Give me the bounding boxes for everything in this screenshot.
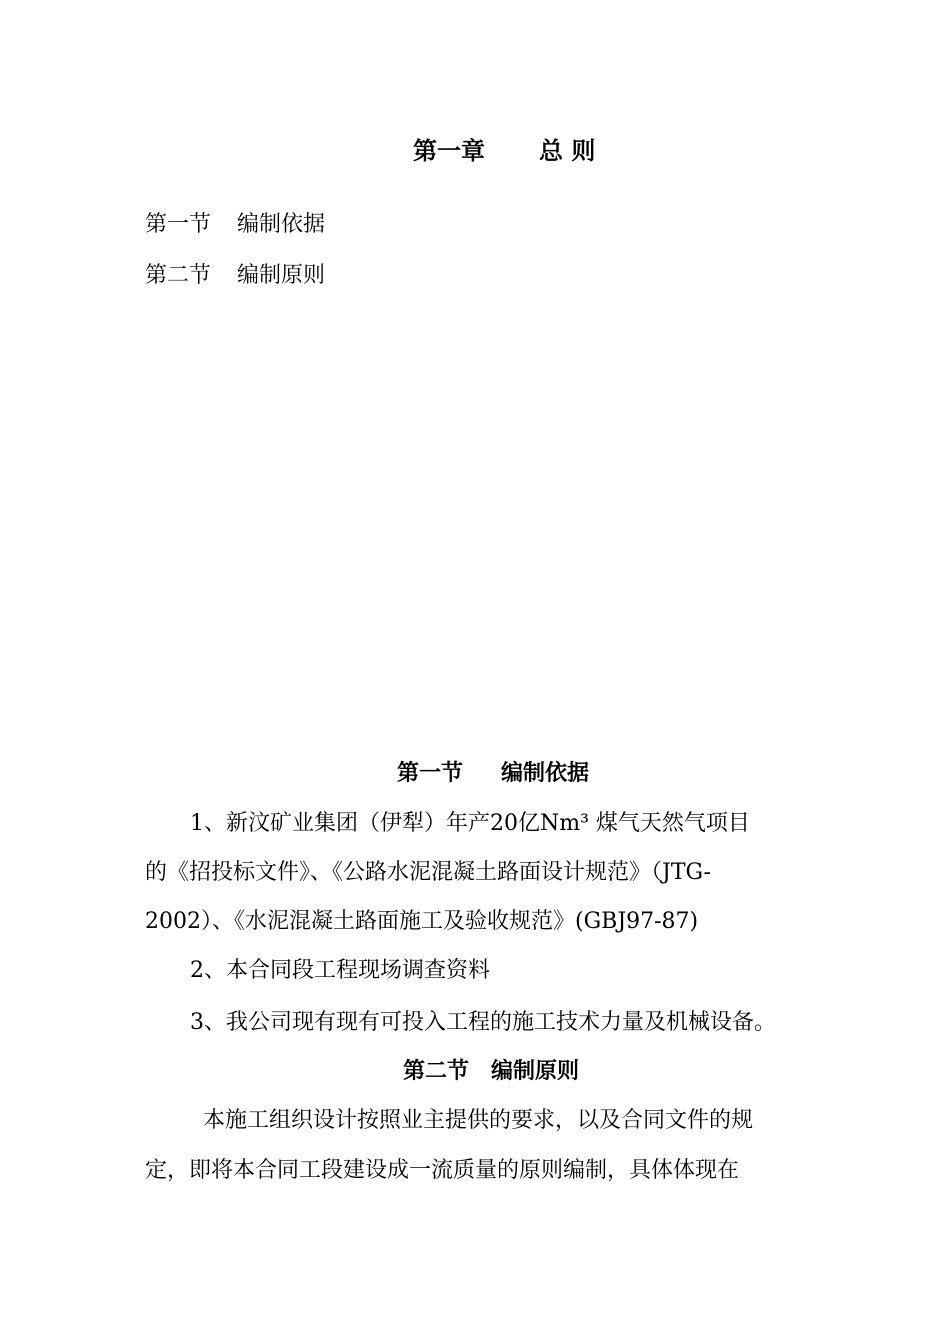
chapter-label: 第一章 xyxy=(413,136,485,165)
section-1-heading xyxy=(397,762,589,784)
toc-item-title: 编制依据 xyxy=(237,212,326,237)
paragraph-line: 2、本合同段工程现场调查资料 xyxy=(190,958,490,983)
paragraph-line: 本施工组织设计按照业主提供的要求，以及合同文件的规 xyxy=(203,1108,754,1133)
paragraph-line: 的《招投标文件》、《公路水泥混凝土路面设计规范》（JTG- xyxy=(145,860,711,885)
chapter-title xyxy=(413,136,596,165)
section-number: 第二节 xyxy=(403,1058,470,1084)
paragraph-line: 1、新汶矿业集团（伊犁）年产20亿Nm³ 煤气天然气项目 xyxy=(190,811,750,836)
section-title: 编制依据 xyxy=(501,760,590,786)
section-title: 编制原则 xyxy=(491,1058,580,1084)
section-2-heading xyxy=(403,1060,579,1082)
section-number: 第一节 xyxy=(397,760,464,786)
toc-item-title: 编制原则 xyxy=(237,263,326,288)
chapter-name: 总 则 xyxy=(539,136,596,165)
paragraph-line: 定，即将本合同工段建设成一流质量的原则编制，具体体现在 xyxy=(145,1158,740,1183)
paragraph-line: 2002）、《水泥混凝土路面施工及验收规范》(GBJ97-87) xyxy=(145,909,699,934)
toc-item-number: 第一节 xyxy=(145,212,212,237)
toc-item-1 xyxy=(145,214,325,236)
toc-item-2 xyxy=(145,265,325,287)
toc-item-number: 第二节 xyxy=(145,263,212,288)
paragraph-line: 3、我公司现有现有可投入工程的施工技术力量及机械设备。 xyxy=(190,1010,776,1035)
